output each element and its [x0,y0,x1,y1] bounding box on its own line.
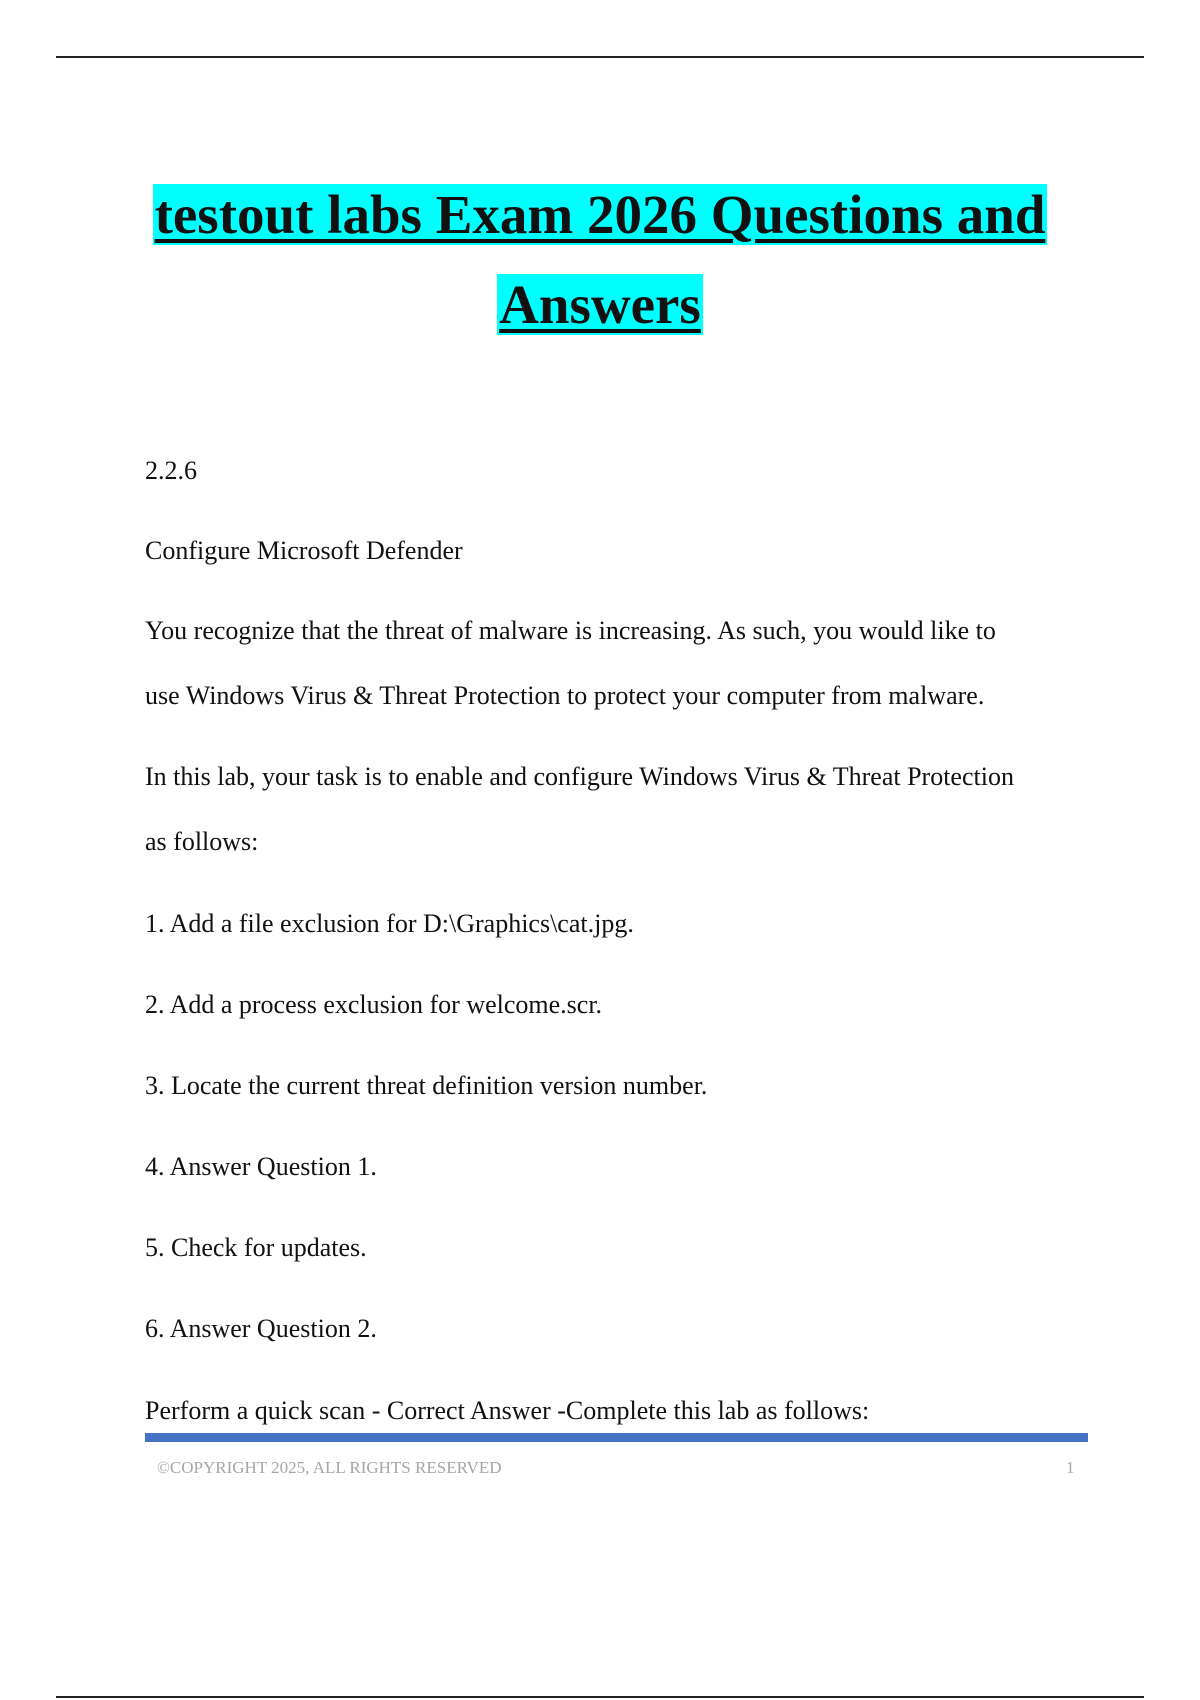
list-item: 6. Answer Question 2. [145,1314,377,1343]
intro-line-1: You recognize that the threat of malware is increasing. As such, you would like to [145,616,996,645]
section-title: Configure Microsoft Defender [145,536,463,565]
bottom-rule [56,1696,1144,1698]
top-rule [56,56,1144,58]
title-line-1 [60,170,1140,260]
title-line-2 [60,260,1140,350]
list-item: 1. Add a file exclusion for D:\Graphics\cat.jpg. [145,909,634,938]
list-item: 3. Locate the current threat definition version number. [145,1071,708,1100]
list-item: 5. Check for updates. [145,1233,367,1262]
list-item: 4. Answer Question 1. [145,1152,377,1181]
intro-line-2: use Windows Virus & Threat Protection to protect your computer from malware. [145,681,985,710]
footer-divider [145,1433,1088,1442]
list-item: 2. Add a process exclusion for welcome.scr. [145,990,603,1019]
title-line-2-text: Answers [499,274,701,335]
page-title [60,170,1140,350]
footer-copyright: ©COPYRIGHT 2025, ALL RIGHTS RESERVED [157,1458,502,1477]
page-number: 1 [1066,1458,1075,1477]
answer-line: Perform a quick scan - Correct Answer -Complete this lab as follows: [145,1396,870,1425]
title-line-1-text: testout labs Exam 2026 Questions and [154,184,1046,245]
section-number: 2.2.6 [145,456,197,485]
task-line-2: as follows: [145,827,259,856]
task-line-1: In this lab, your task is to enable and configure Windows Virus & Threat Protection [145,762,1014,791]
